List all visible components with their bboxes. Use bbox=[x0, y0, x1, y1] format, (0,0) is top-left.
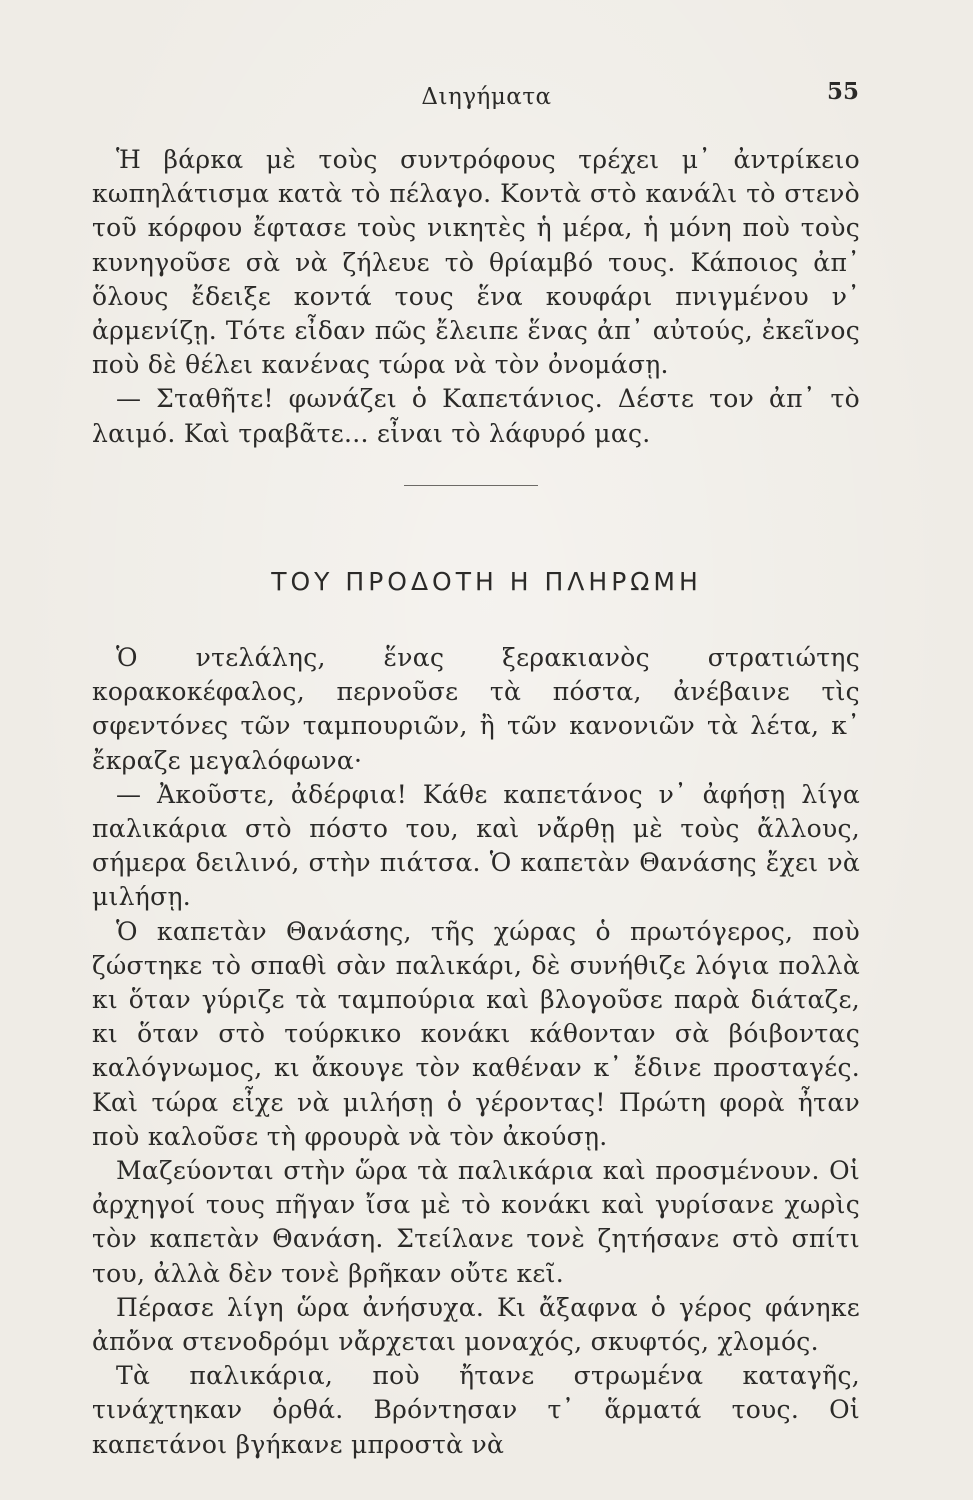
paragraph: Ὁ καπετὰν Θανάσης, τῆς χώρας ὁ πρωτόγερος, ποὺ ζώστηκε τὸ σπαθὶ σὰν παλικάρι, δὲ συνήθιζε λόγια πολλὰ κι ὅταν γύριζε τὰ ταμπούρια καὶ βλογοῦσε παρὰ διάταζε, κι ὅταν στὸ τούρκικο κονάκι κάθονταν σὰ βόιβοντας καλόγνωμος, κι ἄκουγε τὸν καθέναν κ᾽ ἔδινε προσταγές. Καὶ τώρα εἶχε νὰ μιλήσῃ ὁ γέροντας! Πρώτη φορὰ ἦταν ποὺ καλοῦσε τὴ φρουρὰ νὰ τὸν ἀκούσῃ. bbox=[92, 916, 860, 1151]
paragraph: Ὁ ντελάλης, ἕνας ξερακιανὸς στρατιώτης κορακοκέφαλος, περνοῦσε τὰ πόστα, ἀνέβαινε τὶς σφεντόνες τῶν ταμπουριῶν, ἢ τῶν κανονιῶν τὰ λέτα, κ᾽ ἔκραζε μεγαλόφωνα· bbox=[92, 643, 860, 775]
paragraph: Πέρασε λίγη ὥρα ἀνήσυχα. Κι ἄξαφνα ὁ γέρος φάνηκε ἀπὄνα στενοδρόμι νἄρχεται μοναχός, σκυφτός, χλομός. bbox=[92, 1292, 860, 1357]
page-header bbox=[0, 78, 973, 114]
story-title: ΤΟΥ ΠΡΟΔΟΤΗ Η ΠΛΗΡΩΜΗ bbox=[271, 567, 702, 596]
paragraph: — Ἀκοῦστε, ἀδέρφια! Κάθε καπετάνος ν᾽ ἀφήσῃ λίγα παλικάρια στὸ πόστο του, καὶ νἄρθῃ μὲ τοὺς ἄλλους, σήμερα δειλινό, στὴν πιάτσα. Ὁ καπετὰν Θανάσης ἔχει νὰ μιλήσῃ. bbox=[92, 779, 860, 912]
running-title: Διηγήματα bbox=[421, 84, 552, 110]
paragraph: — Σταθῆτε! φωνάζει ὁ Καπετάνιος. Δέστε τον ἀπ᾽ τὸ λαιμό. Καὶ τραβᾶτε... εἶναι τὸ λάφυρό μας. bbox=[92, 384, 860, 448]
paragraph: Τὰ παλικάρια, ποὺ ἤτανε στρωμένα καταγῆς, τινάχτηκαν ὀρθά. Βρόντησαν τ᾽ ἅρματά τους. Οἱ καπετάνοι βγήκανε μπροστὰ νὰ bbox=[92, 1361, 860, 1459]
story-body bbox=[92, 641, 860, 1462]
paragraph: Μαζεύονται στὴν ὥρα τὰ παλικάρια καὶ προσμένουν. Οἱ ἀρχηγοί τους πῆγαν ἴσα μὲ τὸ κονάκι καὶ γυρίσανε χωρὶς τὸν καπετὰν Θανάση. Στείλανε τονὲ ζητήσανε στὸ σπίτι του, ἀλλὰ δὲν τονὲ βρῆκαν οὔτε κεῖ. bbox=[92, 1156, 860, 1288]
section-divider bbox=[404, 485, 538, 486]
paragraph: Ἡ βάρκα μὲ τοὺς συντρόφους τρέχει μ᾽ ἀντρίκειο κωπηλάτισμα κατὰ τὸ πέλαγο. Κοντὰ στὸ κανάλι τὸ στενὸ τοῦ κόρφου ἔφτασε τοὺς νικητὲς ἡ μέρα, ἡ μόνη ποὺ τοὺς κυνηγοῦσε σὰ νὰ ζήλευε τὸ θρίαμβό τους. Κάποιος ἀπ᾽ ὅλους ἔδειξε κοντά τους ἕνα κουφάρι πνιγμένου ν᾽ ἀρμενίζῃ. Τότε εἶδαν πῶς ἔλειπε ἕνας ἀπ᾽ αὐτούς, ἐκεῖνος ποὺ δὲ θέλει κανένας τώρα νὰ τὸν ὀνομάσῃ. bbox=[92, 145, 860, 380]
page-number: 55 bbox=[826, 78, 859, 105]
story-ending bbox=[92, 143, 860, 451]
